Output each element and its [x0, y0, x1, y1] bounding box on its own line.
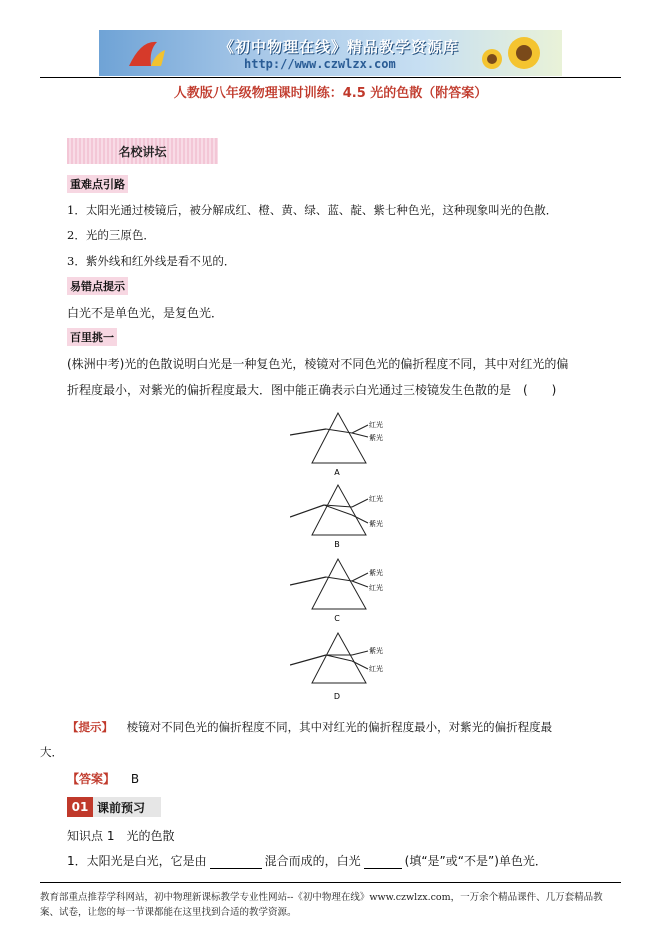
answer-value: B — [130, 772, 140, 786]
hint-line2: 大． — [40, 745, 63, 759]
footer-line1: 教育部重点推荐学科网站，初中物理新课标教学专业性网站--《初中物理在线》www.czwlzx.com，一万余个精品课件、几万套精品教 — [40, 892, 603, 903]
banner-title: 《初中物理在线》精品教学资源库 — [219, 38, 460, 56]
incident-ray — [290, 429, 326, 435]
knowledge-point: 知识点 1 光的色散 — [67, 829, 175, 843]
key-point-3: 3．紫外线和红外线是看不见的． — [67, 254, 236, 268]
key-point-2: 2．光的三原色． — [67, 228, 155, 242]
mistakes-tag: 易错点提示 — [67, 277, 128, 295]
figure-c-option: C — [334, 614, 340, 623]
question-1-part2: 混合而成的，白光 — [264, 854, 361, 868]
preview-badge — [67, 797, 161, 817]
answer-label: 【答案】 — [67, 772, 116, 786]
figure-d-option: D — [333, 692, 341, 701]
question-1-part3: (填“是”或“不是”)单色光． — [404, 854, 547, 868]
section-header — [67, 138, 218, 164]
figure-d-lower-label: 红光 — [369, 665, 383, 673]
key-point-1: 1．太阳光通过棱镜后，被分解成红、橙、黄、绿、蓝、靛、紫七种色光，这种现象叫光的色散． — [67, 203, 558, 217]
figure-b-option: B — [334, 540, 340, 549]
footer-line2: 案、试卷，让您的每一节课都能在这里找到合适的教学资源。 — [40, 907, 297, 918]
figure-b-upper-label: 红光 — [369, 495, 383, 503]
answer-line — [67, 770, 139, 787]
question-1 — [67, 852, 547, 869]
hint-label: 【提示】 — [67, 720, 113, 734]
figure-a-upper-label: 红光 — [369, 421, 383, 429]
figure-b-lower-label: 紫光 — [369, 520, 383, 528]
question-1-blank-2[interactable] — [364, 855, 402, 869]
figure-d — [290, 633, 383, 701]
header-banner — [99, 30, 562, 76]
figure-c-lower-label: 红光 — [369, 584, 383, 592]
question-1-blank-1[interactable] — [210, 855, 262, 869]
prism-figures — [290, 405, 400, 705]
preview-number: 01 — [67, 797, 93, 817]
figure-b — [290, 485, 383, 549]
key-points-tag: 重难点引路 — [67, 175, 128, 193]
figure-a — [290, 413, 383, 477]
preview-title: 课前预习 — [97, 801, 146, 815]
challenge-question-line2: 折程度最小，对紫光的偏折程度最大．图中能正确表示白光通过三棱镜发生色散的是 ( ) — [67, 383, 557, 397]
figure-a-option: A — [334, 468, 340, 477]
mistakes-text: 白光不是单色光，是复色光． — [67, 306, 224, 320]
section-header-label: 名校讲坛 — [118, 145, 167, 159]
figure-c — [290, 559, 383, 623]
banner-url: http://www.czwlzx.com — [244, 57, 396, 71]
site-logo-icon — [121, 36, 171, 72]
figure-a-lower-label: 紫光 — [369, 434, 383, 442]
header-divider — [40, 77, 621, 78]
figure-c-upper-label: 紫光 — [369, 569, 383, 577]
figure-d-upper-label: 紫光 — [369, 647, 383, 655]
footer-divider — [40, 882, 621, 883]
challenge-question-line1: (株洲中考)光的色散说明白光是一种复色光，棱镜对不同色光的偏折程度不同，其中对红光的偏 — [67, 357, 569, 371]
hint-text-1: 棱镜对不同色光的偏折程度不同，其中对红光的偏折程度最小，对紫光的偏折程度最 — [126, 720, 553, 734]
sunflower-icon — [472, 33, 552, 73]
document-title: 人教版八年级物理课时训练：4.5 光的色散（附答案） — [173, 86, 488, 101]
hint-line1 — [67, 719, 552, 735]
challenge-tag: 百里挑一 — [67, 328, 117, 346]
question-1-part1: 1．太阳光是白光，它是由 — [67, 854, 207, 868]
